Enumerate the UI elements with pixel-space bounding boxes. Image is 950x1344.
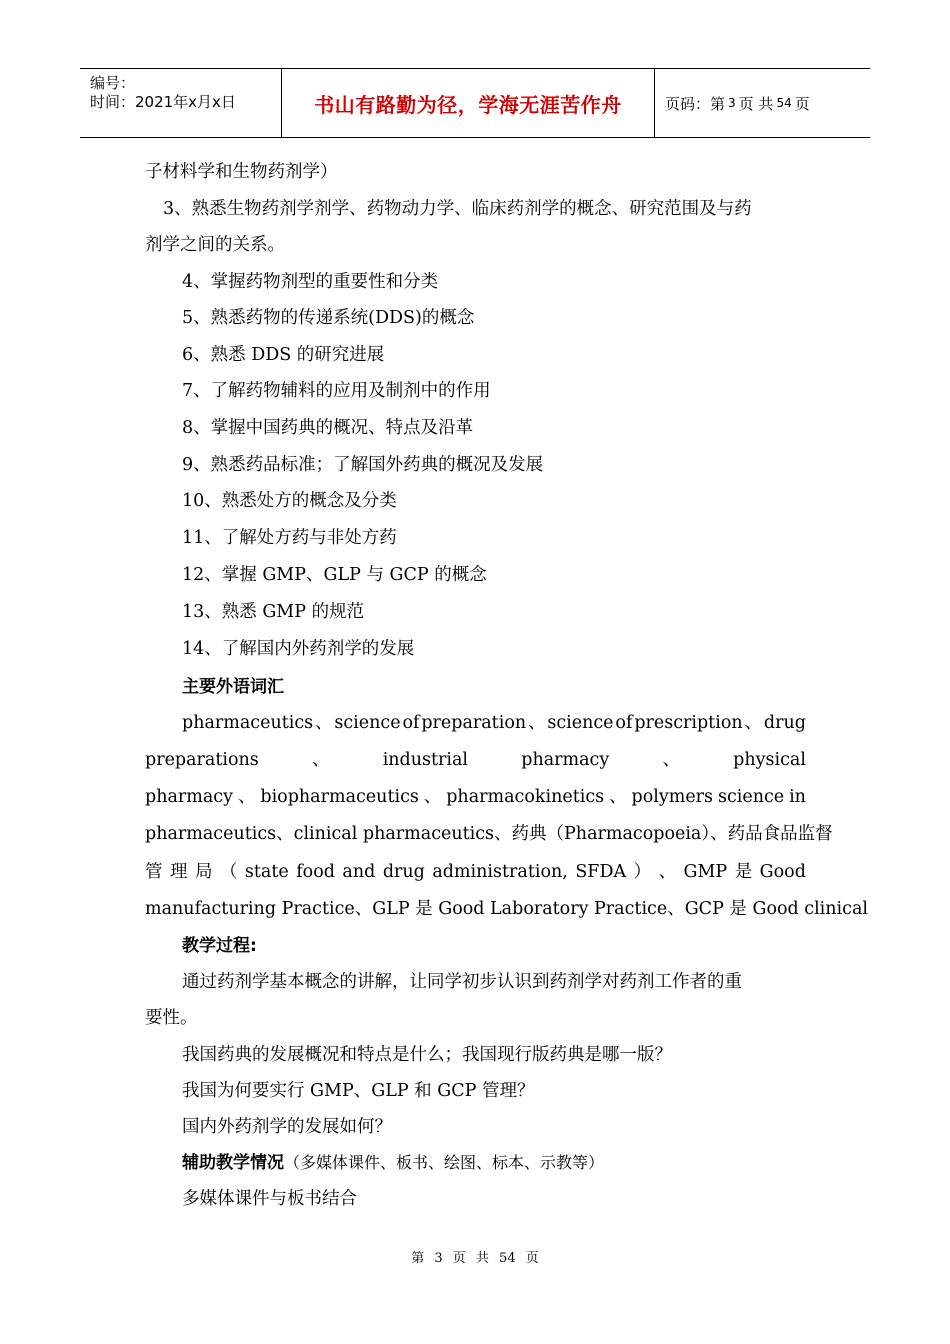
aux-line <box>182 1151 604 1175</box>
text-line: 剂学之间的关系。 <box>145 235 285 255</box>
vocab-token: 局 <box>194 862 213 882</box>
vocab-token: 、 <box>658 862 677 882</box>
header-page-info <box>655 69 870 137</box>
vocab-token: drug <box>763 713 806 733</box>
page-mid: 页 共 <box>738 94 774 113</box>
vocab-token: GMP <box>683 862 728 882</box>
vocab-token: 是 <box>734 862 753 882</box>
list-item: 7、了解药物辅料的应用及制剂中的作用 <box>182 381 491 401</box>
page-number: 3 <box>728 96 736 110</box>
vocab-token: administration, <box>432 862 568 882</box>
vocab-token: 、 <box>315 713 333 733</box>
list-item: 11、了解处方药与非处方药 <box>182 528 397 548</box>
list-item: 4、掌握药物剂型的重要性和分类 <box>182 272 439 292</box>
list-item: 13、熟悉 GMP 的规范 <box>182 602 365 622</box>
vocab-token: pharmaceutics <box>182 713 314 733</box>
vocab-token: pharmacy <box>145 787 233 807</box>
list-item: 12、掌握 GMP、GLP 与 GCP 的概念 <box>182 565 487 585</box>
vocab-token: science <box>334 713 401 733</box>
text-line: 多媒体课件与板书结合 <box>182 1189 357 1209</box>
vocab-token: preparations <box>145 750 259 770</box>
vocab-token: physical <box>733 750 806 770</box>
aux-heading: 辅助教学情况 <box>182 1153 284 1173</box>
text-line: 我国药典的发展概况和特点是什么；我国现行版药典是哪一版？ <box>182 1045 672 1065</box>
vocab-row: manufacturing Practice、GLP 是 Good Laboratory Practice、GCP 是 Good clinical <box>145 899 868 919</box>
vocab-row: pharmaceutics、clinical pharmaceutics、药典（Pharmacopoeia）、药品食品监督 <box>145 824 833 844</box>
text-line: 我国为何要实行 GMP、GLP 和 GCP 管理？ <box>182 1081 535 1101</box>
vocab-token: in <box>789 787 806 807</box>
text-line: 要性。 <box>145 1008 198 1028</box>
vocab-token: 、 <box>662 750 680 770</box>
vocab-token: 管 <box>145 862 163 882</box>
vocab-token: 、 <box>528 713 546 733</box>
vocab-token: and <box>342 862 376 882</box>
vocab-token: 、 <box>423 787 442 807</box>
vocab-token: 理 <box>169 862 188 882</box>
list-item: 10、熟悉处方的概念及分类 <box>182 491 397 511</box>
vocab-token: biopharmaceutics <box>260 787 419 807</box>
vocab-token: of <box>615 713 633 733</box>
vocab-heading: 主要外语词汇 <box>182 677 284 697</box>
vocab-token: drug <box>382 862 425 882</box>
page-footer: 第 3 页 共 54 页 <box>411 1251 539 1266</box>
text-line: 子材料学和生物药剂学） <box>145 162 338 182</box>
list-item: 9、熟悉药品标准；了解国外药典的概况及发展 <box>182 455 544 475</box>
number-label: 编号： <box>90 74 136 92</box>
vocab-token: pharmacokinetics <box>446 787 605 807</box>
time-label: 时间：2021年x月x日 <box>90 93 236 111</box>
vocab-row <box>145 785 806 809</box>
vocab-token: （ <box>219 862 238 882</box>
aux-detail: （多媒体课件、板书、绘图、标本、示教等） <box>284 1153 605 1172</box>
list-item: 6、熟悉 DDS 的研究进展 <box>182 345 385 365</box>
vocab-token: 、 <box>744 713 762 733</box>
page-prefix: 页码：第 <box>665 94 726 113</box>
vocab-row <box>145 860 806 884</box>
vocab-token: science <box>717 787 785 807</box>
process-heading: 教学过程: <box>182 936 257 956</box>
list-item: 5、熟悉药物的传递系统(DDS)的概念 <box>182 308 475 328</box>
vocab-token: 、 <box>237 787 256 807</box>
vocab-token: ） <box>633 862 652 882</box>
vocab-token: 、 <box>609 787 627 807</box>
vocab-token: prescription <box>634 713 743 733</box>
vocab-token: polymers <box>631 787 714 807</box>
header-motto: 书山有路勤为径，学海无涯苦作舟 <box>282 69 655 137</box>
vocab-row <box>182 711 806 735</box>
header-meta-cell <box>80 69 282 137</box>
list-item: 14、了解国内外药剂学的发展 <box>182 639 415 659</box>
vocab-token: SFDA <box>575 862 627 882</box>
page-total: 54 <box>776 96 792 110</box>
text-line: 通过药剂学基本概念的讲解，让同学初步认识到药剂学对药剂工作者的重 <box>182 972 742 992</box>
text-line: 国内外药剂学的发展如何？ <box>182 1117 392 1137</box>
vocab-row <box>145 748 806 772</box>
vocab-token: 、 <box>311 750 330 770</box>
vocab-token: industrial <box>382 750 469 770</box>
vocab-token: preparation <box>421 713 527 733</box>
vocab-token: Good <box>759 862 806 882</box>
text-line: 3、熟悉生物药剂学剂学、药物动力学、临床药剂学的概念、研究范围及与药 <box>163 199 752 219</box>
vocab-token: science <box>547 713 614 733</box>
list-item: 8、掌握中国药典的概况、特点及沿革 <box>182 418 474 438</box>
page-header <box>80 68 870 138</box>
vocab-token: food <box>296 862 335 882</box>
vocab-token: pharmacy <box>521 750 610 770</box>
vocab-token: state <box>244 862 289 882</box>
page-suffix: 页 <box>794 94 810 113</box>
vocab-token: of <box>402 713 420 733</box>
